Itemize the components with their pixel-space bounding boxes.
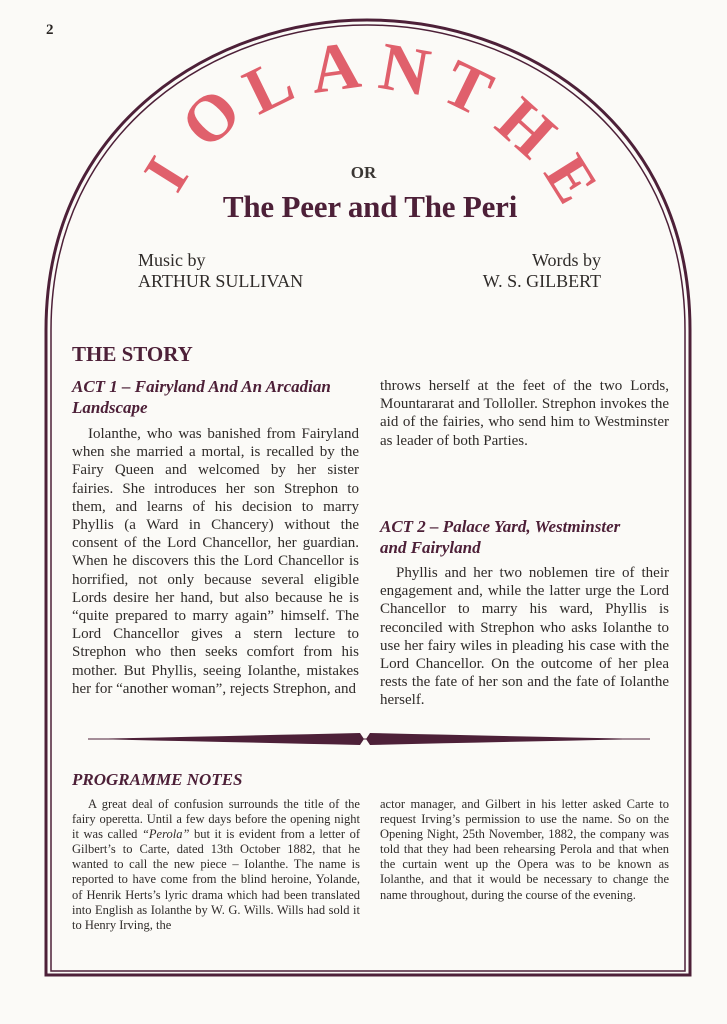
notes-text-a: A great deal of confusion surrounds the title of the fairy operetta. Until a few days before the opening night it was called <box>72 797 360 842</box>
programme-notes-heading: PROGRAMME NOTES <box>72 770 243 789</box>
notes-left <box>72 797 360 933</box>
title-letter: N <box>374 27 436 111</box>
subtitle: The Peer and The Peri <box>222 189 518 224</box>
notes-right <box>380 797 669 903</box>
notes-text-italic: “Perola” <box>141 827 190 842</box>
notes-paragraph-continued: actor manager, and Gilbert in his letter asked Carte to request Irving’s permission to use the name. So on the Opening Night, 25th November, 1882, the company was told that they had been rehearsing Perola and that when the curtain went up the Opera was to be known as Iolanthe, and that it would be necessary to change the name throughout, during the course of the evening. <box>380 797 669 902</box>
act2-heading-line2: and Fairyland <box>380 538 481 557</box>
notes-paragraph <box>72 797 360 933</box>
music-label: Music by <box>138 250 206 270</box>
story-heading: THE STORY <box>72 342 193 366</box>
title-letter: A <box>305 25 365 109</box>
title-or: OR <box>350 163 377 182</box>
composer-name: ARTHUR SULLIVAN <box>138 271 304 291</box>
title-letter: L <box>232 43 305 129</box>
act1-paragraph: Iolanthe, who was banished from Fairyland when she married a mortal, is recalled by the Fairy Queen and welcomed by her sister fairies. She introduces her son Strephon to them, and learns of his decision to marry Phyllis (a Ward in Chancery) without the consent of the Lord Chancellor, her guardian. When he discovers this the Lord Chancellor is horrified, not only because several eligible Lords desire her hand, but also because he is “quite prepared to marry again” himself. The Lord Chancellor gives a stern lecture to Strephon who then seeks comfort from his mother. But Phyllis, seeing Iolanthe, mistakes her for “another woman”, rejects Strephon, and <box>72 426 359 697</box>
act1-heading-line1: ACT 1 – Fairyland And An Arcadian <box>72 377 331 396</box>
words-label: Words by <box>531 250 601 270</box>
lyricist-name: W. S. GILBERT <box>482 271 601 291</box>
title-letter: T <box>431 45 504 131</box>
title-letter: E <box>530 143 611 215</box>
act1-heading-line2: Landscape <box>72 398 148 417</box>
page-number: 2 <box>46 22 54 38</box>
act2-heading-line1: ACT 2 – Palace Yard, Westminster <box>380 517 621 536</box>
act1-paragraph-continued: throws herself at the feet of the two Lords, Mountararat and Tolloller. Strephon invokes the aid of the fairies, who send him to Westminster as leader of both Parties. <box>380 378 669 449</box>
act2-paragraph: Phyllis and her two noblemen tire of their engagement and, while the latter urge the Lord Chancellor to marry his ward, Phyllis is reconciled with Strephon who asks Iolanthe to use her fairy wiles in pleading his case with the Lord Chancellor. On the outcome of her plea rests the fate of her son and the fate of Iolanthe herself. <box>380 565 669 709</box>
notes-text-b: but it is evident from a letter of Gilbert’s to Carte, dated 13th October 1882, that he wanted to call the new piece – Iolanthe. The name is reported to have come from the blind heroine, Yolande, of Henrik Herts’s lyric drama which had been translated into English as Iolanthe by W. G. Wills. Wills had sold it to Henry Irving, the <box>72 827 360 932</box>
title-letter: I <box>131 145 202 203</box>
title-letter: H <box>482 83 570 173</box>
title-letter: O <box>167 73 255 163</box>
